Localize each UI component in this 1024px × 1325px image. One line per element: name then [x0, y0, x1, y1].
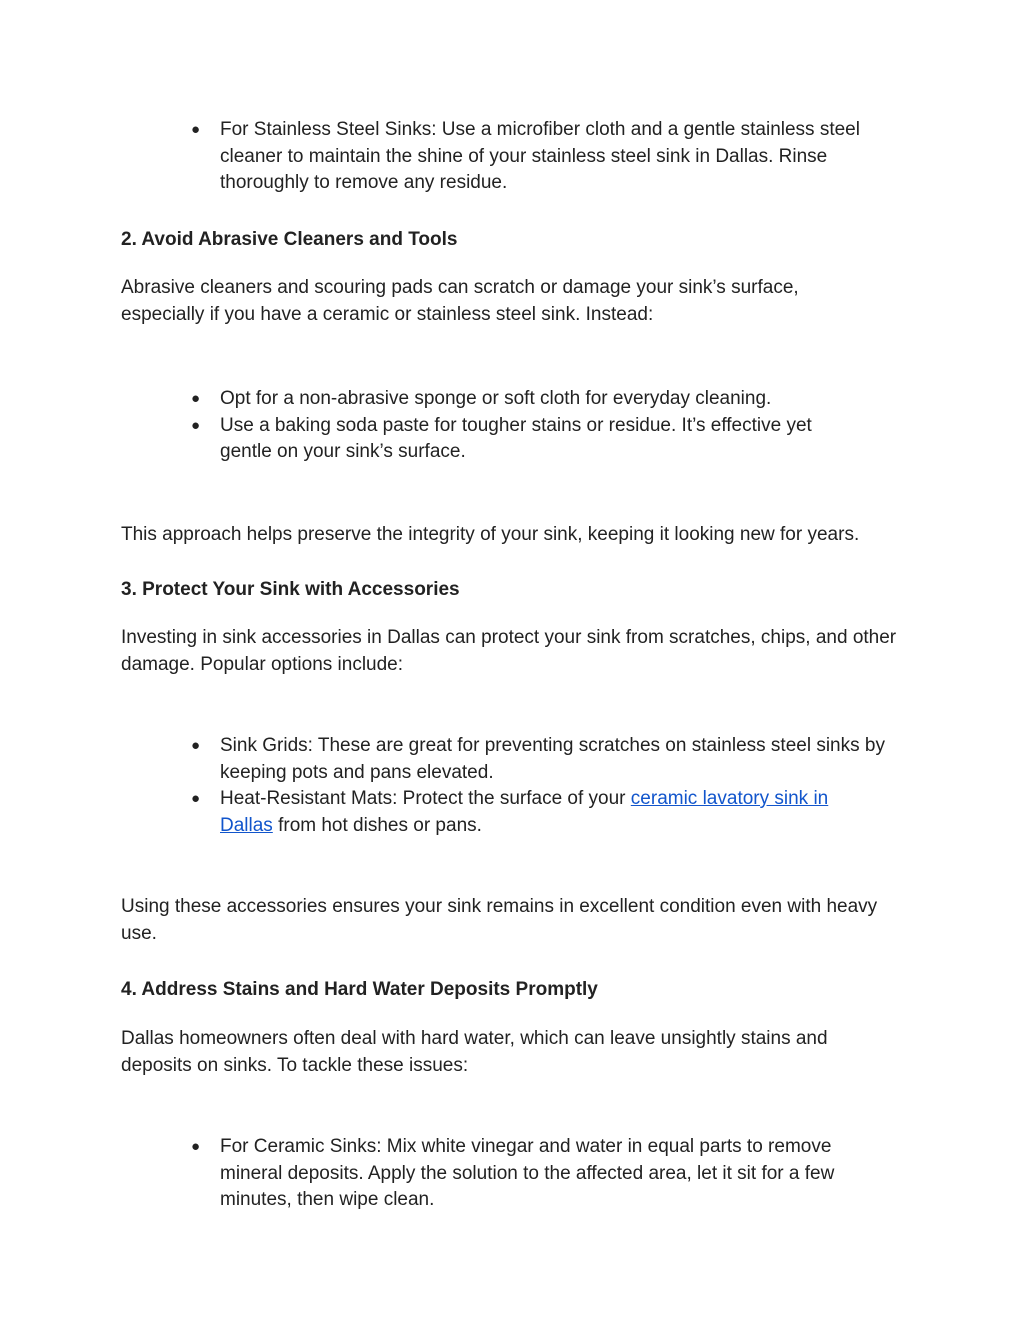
- paragraph: This approach helps preserve the integrity of your sink, keeping it looking new for years.: [121, 524, 860, 545]
- list-item-text: For Stainless Steel Sinks: Use a microfiber cloth and a gentle stainless steel cleaner to maintain the shine of your stainless steel sink in Dallas. Rinse thoroughly to remove any residue.: [220, 119, 860, 193]
- paragraph: Using these accessories ensures your sink remains in excellent condition even with heavy use.: [121, 896, 878, 944]
- section-heading: 4. Address Stains and Hard Water Deposits Promptly: [121, 979, 598, 1000]
- section-heading: 2. Avoid Abrasive Cleaners and Tools: [121, 229, 458, 250]
- paragraph: Dallas homeowners often deal with hard water, which can leave unsightly stains and deposits on sinks. To tackle these issues:: [121, 1028, 828, 1076]
- bullet-list: [121, 117, 911, 197]
- list-item-text: [220, 788, 828, 836]
- list-item-text-after-link: from hot dishes or pans.: [272, 814, 482, 836]
- list-item-text: For Ceramic Sinks: Mix white vinegar and water in equal parts to remove mineral deposits. Apply the solution to the affected area, let it sit for a few minutes, then wipe clean.: [220, 1136, 835, 1210]
- list-item: [121, 413, 911, 466]
- section-3-intro-block: [121, 625, 901, 678]
- bullet-list: [121, 733, 911, 839]
- list-item: [121, 733, 911, 786]
- bullet-icon: ●: [191, 1138, 201, 1155]
- bullet-icon: ●: [191, 390, 201, 407]
- section-3-heading-block: [121, 577, 911, 604]
- section-2-list-block: [121, 386, 911, 466]
- list-item: [121, 386, 911, 413]
- paragraph: Abrasive cleaners and scouring pads can scratch or damage your sink’s surface, especially if you have a ceramic or stainless steel sink. Instead:: [121, 277, 799, 325]
- paragraph: Investing in sink accessories in Dallas can protect your sink from scratches, chips, and other damage. Popular options include:: [121, 627, 897, 675]
- list-item: [121, 117, 911, 197]
- section-heading: 3. Protect Your Sink with Accessories: [121, 579, 460, 600]
- list-item-text: Opt for a non-abrasive sponge or soft cloth for everyday cleaning.: [220, 388, 772, 409]
- bullet-icon: ●: [191, 790, 201, 807]
- ceramic-lavatory-sink-link[interactable]: ceramic lavatory sink in Dallas: [220, 788, 829, 836]
- section-2-intro-block: [121, 275, 851, 328]
- bullet-icon: ●: [191, 121, 201, 138]
- list-item: [121, 1134, 911, 1214]
- stainless-steel-list: [121, 117, 911, 197]
- section-2-outro-block: [121, 522, 911, 549]
- section-3-outro-block: [121, 894, 881, 947]
- bullet-icon: ●: [191, 737, 201, 754]
- list-item-text-before-link: Heat-Resistant Mats: Protect the surface of your: [220, 788, 631, 809]
- section-4-list-block: [121, 1134, 911, 1214]
- bullet-list: [121, 386, 911, 466]
- section-4-heading-block: [121, 977, 911, 1004]
- list-item: [121, 786, 911, 839]
- bullet-list: [121, 1134, 911, 1214]
- list-item-text: Use a baking soda paste for tougher stains or residue. It’s effective yet gentle on your sink’s surface.: [220, 414, 812, 462]
- list-item-text: Sink Grids: These are great for preventing scratches on stainless steel sinks by keeping pots and pans elevated.: [220, 735, 885, 783]
- section-3-list-block: [121, 733, 911, 839]
- section-4-intro-block: [121, 1026, 881, 1079]
- bullet-icon: ●: [191, 416, 201, 434]
- section-2-heading-block: [121, 227, 911, 254]
